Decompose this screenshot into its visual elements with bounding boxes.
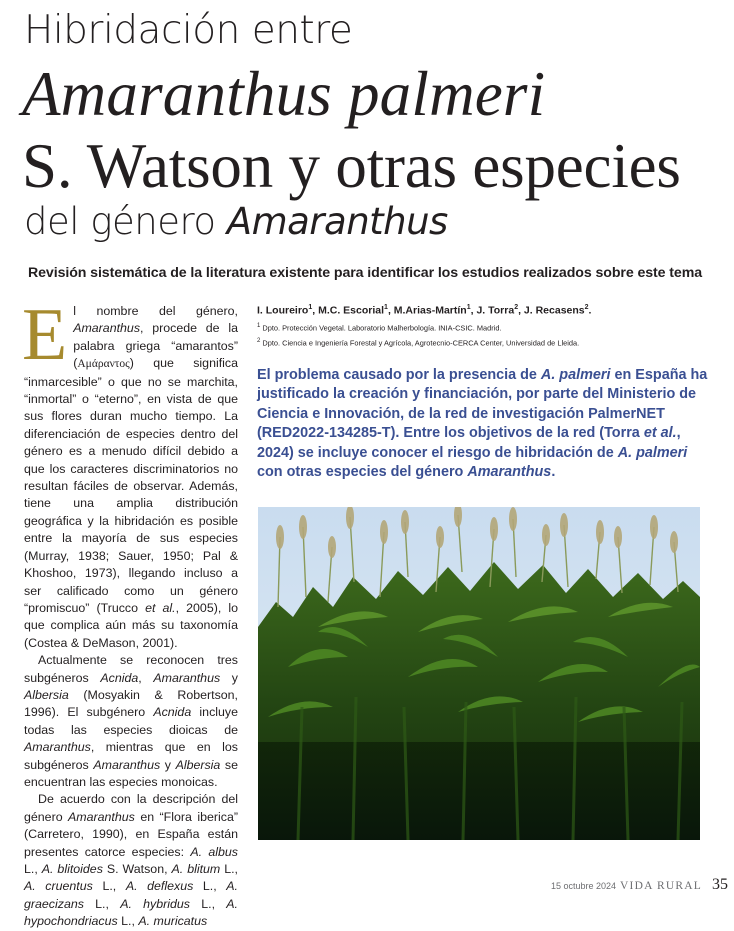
title-line-3: S. Watson y otras especies (22, 131, 681, 201)
magazine-name: VIDA RURAL (620, 880, 702, 892)
body-paragraph-3: De acuerdo con la descripción del género Amaranthus en “Flora iberica” (Carretero, 1990), en España están presentes catorce especies: A. albus L., A. blitoides S. Watson, A. blitum L., A. cruentus L., A. deflexus L., A. graecizans L., A. hybridus L., A. hypochondriacus L., A. muricatus (24, 792, 238, 929)
affiliation-2: $^2$ Dpto. Ciencia e Ingeniería Forestal y Agrícola, Agrotecnio-CERCA Center, Universidad de Lleida. (257, 338, 580, 348)
drop-cap: E (22, 294, 68, 376)
title-line-2: Amaranthus palmeri (22, 59, 546, 129)
body-paragraph-1: El nombre del género, Amaranthus, procede de la palabra griega “amarantos” (Αμάραντος) que significa “inmarcesible” o que no se marchita, “inmortal” o “eterno”, en vista de que sus flores duran mucho tiempo. La diferenciación de especies dentro del género es a menudo difícil debido a que los caracteres discriminatorios no resultan fáciles de observar. Además, tiene una amplia distribución geográfica y la hibridación es posible entre la mayoría de sus especies (Murray, 1938; Sauer, 1950; Pal & Khoshoo, 1973), llegando incluso a ser calificado como un género “promiscuo” (Trucco et al., 2005), lo que complica aún más su taxonomía (Costea & DeMason, 2001). (22, 294, 239, 650)
title-line-1: Hibridación entre (24, 8, 353, 53)
title-line-4: del género Amaranthus (24, 200, 448, 243)
body-column (22, 294, 239, 931)
field-photo (258, 507, 700, 840)
issue-date: 15 octubre 2024 (550, 881, 617, 891)
body-paragraph-2: Actualmente se reconocen tres subgéneros Acnida, Amaranthus y Albersia (Mosyakin & Robertson, 1996). El subgénero Acnida incluye todas las especies dioicas de Amaranthus, mientras que en los subgéneros Amaranthus y Albersia se encuentran las especies monoicas. (24, 653, 239, 789)
page-number: 35 (712, 876, 728, 893)
page-footer (551, 876, 728, 894)
greek-word: Αμάραντος (77, 358, 130, 371)
affiliation-1: $^1$ Dpto. Protección Vegetal. Laboratorio Malherbología. INIA-CSIC. Madrid. (257, 323, 502, 333)
lead-paragraph: El problema causado por la presencia de A. palmeri en España ha justificado la creación y financiación, por parte del Ministerio de Ciencia e Innovación, de la red de investigación PalmerNET (RED2022-134285-T). Entre los objetivos de la red (Torra et al., 2024) se incluye conocer el riesgo de hibridación de A. palmeri con otras especies del género Amaranthus. (257, 367, 708, 481)
author-list: I. Loureiro$^1$, M.C. Escorial$^1$, M.Arias-Martín$^1$, J. Torra$^2$, J. Recasens$^2$. (257, 304, 592, 317)
article-subtitle: Revisión sistemática de la literatura existente para identificar los estudios realizados sobre este tema (28, 265, 703, 281)
